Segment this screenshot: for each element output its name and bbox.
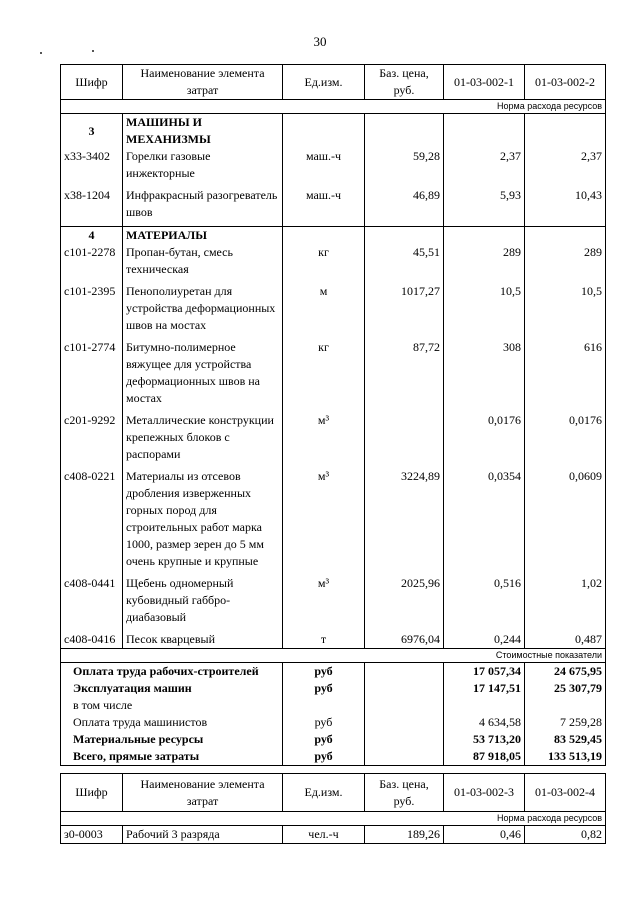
summary-value-2: 83 529,45 xyxy=(525,731,606,748)
header-name: Наименование элемента затрат xyxy=(123,774,283,812)
summary-unit: руб xyxy=(283,731,365,748)
header-code: Шифр xyxy=(61,774,123,812)
empty-cell xyxy=(365,731,444,748)
resource-code: х33-3402 xyxy=(61,148,123,187)
resource-unit: чел.-ч xyxy=(283,826,365,844)
header-name: Наименование элемента затрат xyxy=(123,65,283,100)
resource-value-2: 10,5 xyxy=(525,283,606,339)
resource-row xyxy=(61,283,606,339)
header-price: Баз. цена, руб. xyxy=(365,774,444,812)
resource-row xyxy=(61,468,606,575)
summary-label: в том числе xyxy=(61,697,283,714)
summary-value-2: 7 259,28 xyxy=(525,714,606,731)
summary-value-1: 17 057,34 xyxy=(444,663,525,681)
resource-code: с101-2774 xyxy=(61,339,123,412)
header-col2: 01-03-002-2 xyxy=(525,65,606,100)
resource-name: Пенополиуретан для устройства деформационных швов на мостах xyxy=(123,283,283,339)
resource-name: Горелки газовые инжекторные xyxy=(123,148,283,187)
resource-value-2: 2,37 xyxy=(525,148,606,187)
resource-unit: м³ xyxy=(283,468,365,575)
resource-unit: м³ xyxy=(283,575,365,631)
resource-code: с101-2278 xyxy=(61,244,123,283)
empty-cell xyxy=(365,663,444,681)
resource-code: с408-0221 xyxy=(61,468,123,575)
resource-unit: маш.-ч xyxy=(283,187,365,227)
resource-name: Битумно-полимерное вяжущее для устройства деформационных швов на мостах xyxy=(123,339,283,412)
summary-label: Эксплуатация машин xyxy=(61,680,283,697)
summary-unit xyxy=(283,697,365,714)
empty-cell xyxy=(444,227,525,245)
header-code: Шифр xyxy=(61,65,123,100)
summary-unit: руб xyxy=(283,748,365,766)
resource-price: 45,51 xyxy=(365,244,444,283)
empty-cell xyxy=(365,714,444,731)
resource-price: 1017,27 xyxy=(365,283,444,339)
header-unit: Ед.изм. xyxy=(283,65,365,100)
resource-table-2 xyxy=(60,773,606,844)
resource-value-1: 0,0176 xyxy=(444,412,525,468)
resource-name: Песок кварцевый xyxy=(123,631,283,649)
resource-table-1 xyxy=(60,64,606,766)
empty-cell xyxy=(525,114,606,149)
empty-cell xyxy=(365,697,444,714)
page-number: 30 xyxy=(313,34,327,49)
summary-value-2: 25 307,79 xyxy=(525,680,606,697)
resource-value-1: 0,46 xyxy=(444,826,525,844)
resource-code: с408-0441 xyxy=(61,575,123,631)
resource-value-1: 289 xyxy=(444,244,525,283)
resource-value-2: 0,82 xyxy=(525,826,606,844)
section-title: МАТЕРИАЛЫ xyxy=(123,227,283,245)
resource-row xyxy=(61,412,606,468)
resource-name: Пропан-бутан, смесь техническая xyxy=(123,244,283,283)
header-col1: 01-03-002-1 xyxy=(444,65,525,100)
summary-row xyxy=(61,731,606,748)
empty-cell xyxy=(525,227,606,245)
summary-label: Оплата труда машинистов xyxy=(61,714,283,731)
summary-row xyxy=(61,663,606,681)
resource-row xyxy=(61,187,606,227)
resource-value-2: 289 xyxy=(525,244,606,283)
resource-value-1: 0,244 xyxy=(444,631,525,649)
summary-value-1: 17 147,51 xyxy=(444,680,525,697)
empty-cell xyxy=(283,114,365,149)
header-unit: Ед.изм. xyxy=(283,774,365,812)
band-cost: Стоимостные показатели xyxy=(61,649,606,663)
resource-price xyxy=(365,412,444,468)
resource-price: 189,26 xyxy=(365,826,444,844)
resource-code: с101-2395 xyxy=(61,283,123,339)
resource-value-1: 10,5 xyxy=(444,283,525,339)
header-col1: 01-03-002-3 xyxy=(444,774,525,812)
section-number: 4 xyxy=(61,227,123,245)
scan-speck xyxy=(40,52,42,54)
resource-row xyxy=(61,826,606,844)
band-norm: Норма расхода ресурсов xyxy=(61,812,606,826)
resource-unit: т xyxy=(283,631,365,649)
resource-name: Рабочий 3 разряда xyxy=(123,826,283,844)
empty-cell xyxy=(365,227,444,245)
resource-code: с408-0416 xyxy=(61,631,123,649)
summary-value-1: 4 634,58 xyxy=(444,714,525,731)
resource-name: Щебень одномерный кубовидный габбро-диабазовый xyxy=(123,575,283,631)
summary-value-2: 133 513,19 xyxy=(525,748,606,766)
resource-unit: м³ xyxy=(283,412,365,468)
resource-price: 87,72 xyxy=(365,339,444,412)
empty-cell xyxy=(444,114,525,149)
resource-value-1: 2,37 xyxy=(444,148,525,187)
resource-value-2: 10,43 xyxy=(525,187,606,227)
resource-unit: м xyxy=(283,283,365,339)
summary-row xyxy=(61,697,606,714)
summary-unit: руб xyxy=(283,714,365,731)
resource-row xyxy=(61,339,606,412)
resource-code: х38-1204 xyxy=(61,187,123,227)
resource-value-1: 308 xyxy=(444,339,525,412)
empty-cell xyxy=(283,227,365,245)
section-row xyxy=(61,114,606,149)
resource-row xyxy=(61,575,606,631)
summary-value-1: 87 918,05 xyxy=(444,748,525,766)
section-title: МАШИНЫ И МЕХАНИЗМЫ xyxy=(123,114,283,149)
resource-price: 6976,04 xyxy=(365,631,444,649)
section-row xyxy=(61,227,606,245)
resource-code: з0-0003 xyxy=(61,826,123,844)
resource-row xyxy=(61,244,606,283)
header-col2: 01-03-002-4 xyxy=(525,774,606,812)
summary-label: Материальные ресурсы xyxy=(61,731,283,748)
resource-row xyxy=(61,631,606,649)
resource-price: 46,89 xyxy=(365,187,444,227)
summary-unit: руб xyxy=(283,680,365,697)
summary-label: Оплата труда рабочих-строителей xyxy=(61,663,283,681)
summary-row xyxy=(61,680,606,697)
summary-label: Всего, прямые затраты xyxy=(61,748,283,766)
resource-price: 3224,89 xyxy=(365,468,444,575)
summary-row xyxy=(61,714,606,731)
summary-value-2 xyxy=(525,697,606,714)
resource-row xyxy=(61,148,606,187)
resource-unit: кг xyxy=(283,244,365,283)
resource-value-1: 5,93 xyxy=(444,187,525,227)
resource-value-2: 0,0176 xyxy=(525,412,606,468)
resource-value-2: 0,487 xyxy=(525,631,606,649)
section-number: 3 xyxy=(61,114,123,149)
resource-code: с201-9292 xyxy=(61,412,123,468)
empty-cell xyxy=(365,680,444,697)
resource-value-1: 0,516 xyxy=(444,575,525,631)
summary-value-1: 53 713,20 xyxy=(444,731,525,748)
resource-value-2: 1,02 xyxy=(525,575,606,631)
resource-name: Металлические конструкции крепежных блоков с распорами xyxy=(123,412,283,468)
resource-name: Материалы из отсевов дробления изверженных горных пород для строительных работ марка 1000, размер зерен до 5 мм очень крупные и крупные xyxy=(123,468,283,575)
resource-price: 2025,96 xyxy=(365,575,444,631)
empty-cell xyxy=(365,114,444,149)
resource-price: 59,28 xyxy=(365,148,444,187)
summary-value-2: 24 675,95 xyxy=(525,663,606,681)
resource-value-2: 616 xyxy=(525,339,606,412)
summary-row xyxy=(61,748,606,766)
header-price: Баз. цена, руб. xyxy=(365,65,444,100)
summary-unit: руб xyxy=(283,663,365,681)
resource-name: Инфракрасный разогреватель швов xyxy=(123,187,283,227)
band-norm: Норма расхода ресурсов xyxy=(61,100,606,114)
resource-value-1: 0,0354 xyxy=(444,468,525,575)
summary-value-1 xyxy=(444,697,525,714)
resource-unit: маш.-ч xyxy=(283,148,365,187)
scan-speck xyxy=(92,50,94,52)
empty-cell xyxy=(365,748,444,766)
resource-value-2: 0,0609 xyxy=(525,468,606,575)
resource-unit: кг xyxy=(283,339,365,412)
